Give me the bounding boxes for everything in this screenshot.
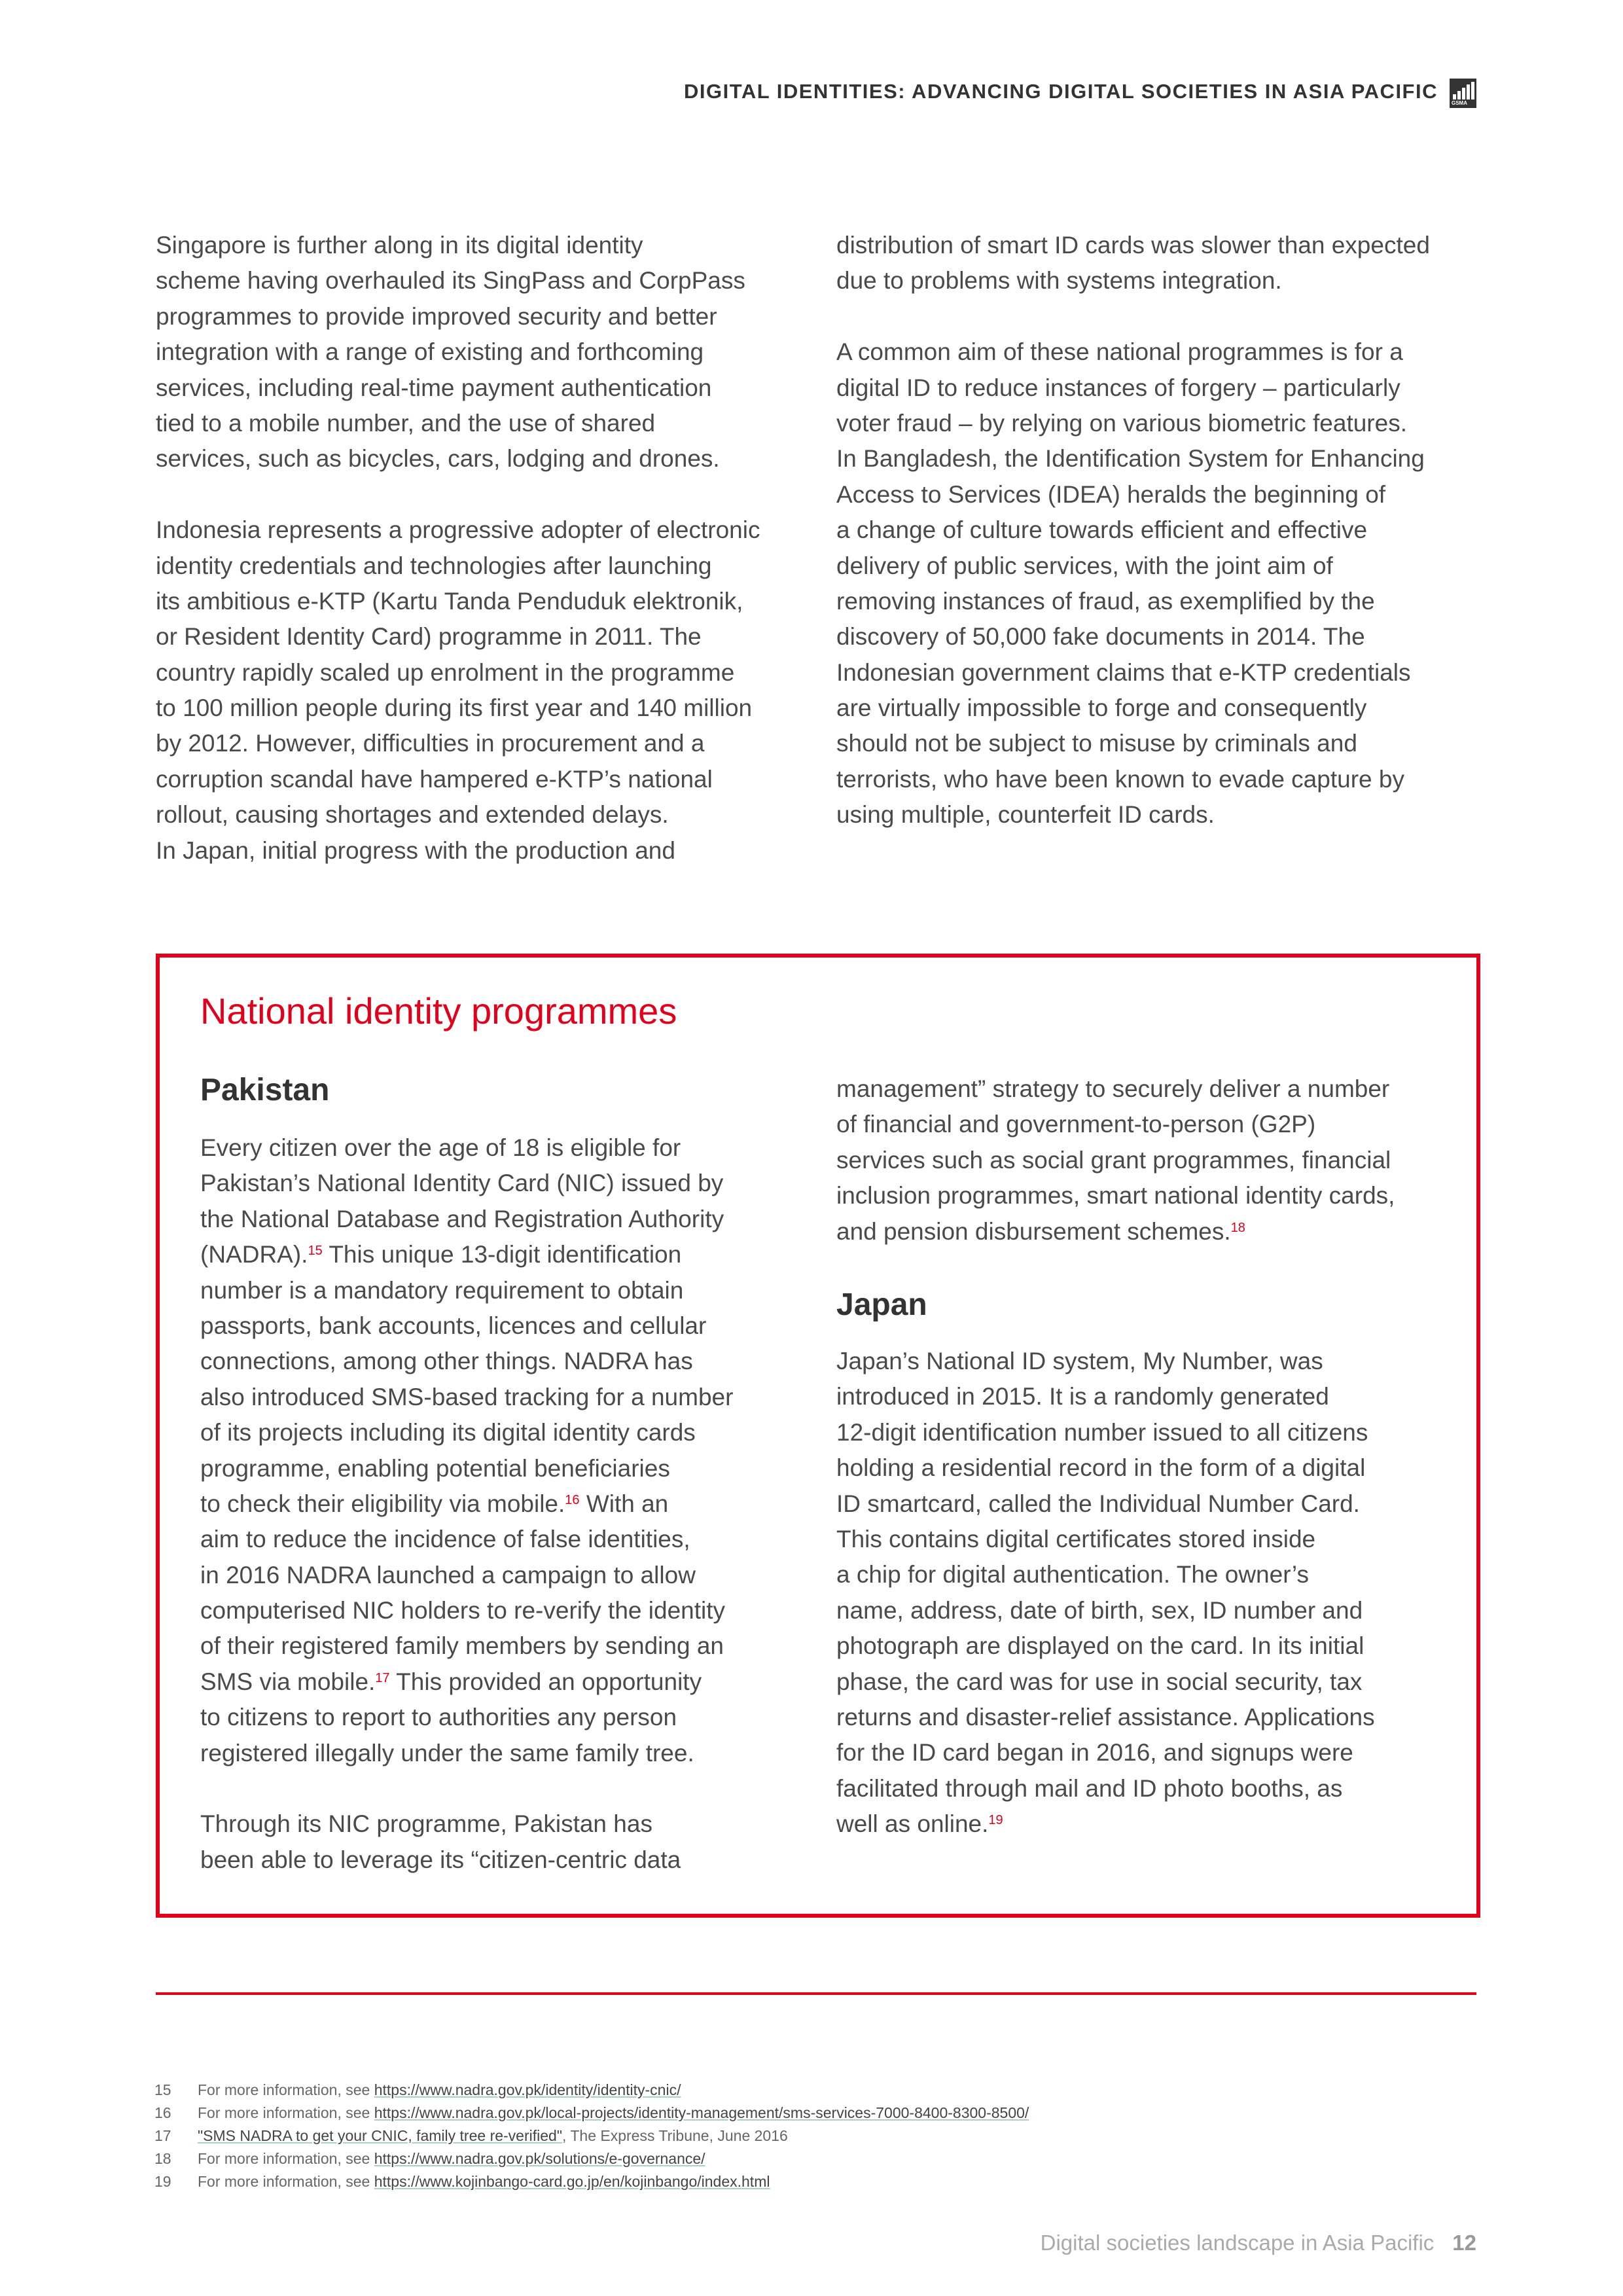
text-line: computerised NIC holders to re-verify the identity [200, 1597, 726, 1624]
footnote-link[interactable]: https://www.nadra.gov.pk/identity/identity-cnic/ [374, 2081, 681, 2098]
line-text: to check their eligibility via mobile. [200, 1490, 565, 1517]
text-line: in 2016 NADRA launched a campaign to allow [200, 1561, 696, 1588]
text-line: due to problems with systems integration. [836, 267, 1282, 295]
text-line: a chip for digital authentication. The owner’s [836, 1561, 1309, 1588]
text-line: programme, enabling potential beneficiaries [200, 1454, 670, 1482]
text-line: introduced in 2015. It is a randomly generated [836, 1383, 1329, 1410]
text-line: aim to reduce the incidence of false identities, [200, 1526, 690, 1553]
text-line: voter fraud – by relying on various biometric features. [836, 409, 1407, 437]
footnote-ref[interactable]: 19 [988, 1813, 1003, 1828]
text-line: are virtually impossible to forge and consequently [836, 694, 1367, 722]
text-line: tied to a mobile number, and the use of shared [156, 409, 656, 437]
text-line: using multiple, counterfeit ID cards. [836, 801, 1215, 829]
footnote-number: 16 [154, 2104, 171, 2121]
text-line: a change of culture towards efficient and effective [836, 516, 1368, 544]
footnote-link[interactable]: https://www.nadra.gov.pk/local-projects/identity-management/sms-services-7000-8400-8300-8500/ [374, 2104, 1029, 2121]
footnote-ref[interactable]: 17 [375, 1670, 390, 1685]
text-line: integration with a range of existing and forthcoming [156, 338, 704, 366]
text-line: returns and disaster-relief assistance. Applications [836, 1703, 1375, 1731]
text-line: Indonesian government claims that e-KTP credentials [836, 658, 1411, 686]
text-line: 12-digit identification number issued to all citizens [836, 1418, 1368, 1446]
footnote-number: 18 [154, 2150, 171, 2167]
footnote-link[interactable]: "SMS NADRA to get your CNIC, family tree re-verified" [198, 2127, 562, 2144]
text-line: scheme having overhauled its SingPass and CorpPass [156, 267, 745, 295]
footnote-ref[interactable]: 16 [565, 1492, 580, 1507]
line-text: With an [579, 1490, 669, 1517]
box-title: National identity programmes [200, 990, 677, 1031]
footnote-ref[interactable]: 15 [308, 1244, 323, 1259]
footnote [154, 2125, 1029, 2147]
text-line: connections, among other things. NADRA has [200, 1348, 693, 1375]
text-line: A common aim of these national programmes is for a [836, 338, 1403, 366]
line-text: and pension disbursement schemes. [836, 1217, 1231, 1245]
footnote-number: 19 [154, 2173, 171, 2190]
footnote-number: 17 [154, 2127, 171, 2144]
text-line: should not be subject to misuse by criminals and [836, 730, 1357, 757]
footer-section: Digital societies landscape in Asia Pacific [1040, 2231, 1435, 2255]
text-line: services, such as bicycles, cars, lodging and drones. [156, 445, 720, 473]
text-line: Access to Services (IDEA) heralds the beginning of [836, 480, 1386, 508]
footnotes [154, 2079, 1029, 2193]
text-line: been able to leverage its “citizen-centric data [200, 1846, 681, 1873]
text-line: identity credentials and technologies after launching [156, 552, 712, 579]
text-line: or Resident Identity Card) programme in 2011. The [156, 623, 702, 651]
text-line: facilitated through mail and ID photo booths, as [836, 1774, 1343, 1802]
line-text: well as online. [836, 1810, 989, 1838]
text-line: services such as social grant programmes, financial [836, 1146, 1391, 1174]
text-line: discovery of 50,000 fake documents in 2014. The [836, 623, 1365, 651]
pakistan-text-continued [836, 1071, 1395, 1249]
text-line: This contains digital certificates stored inside [836, 1525, 1316, 1552]
line-text: This provided an opportunity [389, 1668, 702, 1695]
text-line: country rapidly scaled up enrolment in the programme [156, 658, 735, 686]
text-line: registered illegally under the same family tree. [200, 1739, 694, 1767]
right-column-text [836, 228, 1430, 833]
footnote-link[interactable]: https://www.nadra.gov.pk/solutions/e-governance/ [374, 2150, 705, 2167]
text-line: distribution of smart ID cards was slower than expected [836, 232, 1430, 259]
text-line: ID smartcard, called the Individual Number Card. [836, 1490, 1360, 1517]
line-text: SMS via mobile. [200, 1668, 376, 1695]
text-line: delivery of public services, with the joint aim of [836, 552, 1333, 579]
footnote [154, 2170, 1029, 2193]
text-line: Indonesia represents a progressive adopter of electronic [156, 516, 760, 544]
text-line: In Bangladesh, the Identification System for Enhancing [836, 445, 1425, 473]
japan-text [836, 1344, 1375, 1842]
text-line: removing instances of fraud, as exemplified by the [836, 587, 1375, 615]
text-line [836, 1214, 1395, 1249]
text-line: terrorists, who have been known to evade capture by [836, 765, 1404, 793]
text-line [200, 1771, 733, 1806]
text-line: corruption scandal have hampered e-KTP’s national [156, 765, 713, 793]
text-line: Pakistan’s National Identity Card (NIC) issued by [200, 1170, 724, 1197]
line-text: (NADRA). [200, 1241, 308, 1268]
text-line: digital ID to reduce instances of forgery – particularly [836, 374, 1400, 401]
text-line: holding a residential record in the form of a digital [836, 1454, 1366, 1482]
footnote [154, 2079, 1029, 2102]
text-line: Japan’s National ID system, My Number, was [836, 1348, 1323, 1374]
footnote [154, 2147, 1029, 2170]
footnote-number: 15 [154, 2081, 171, 2098]
text-line: of financial and government-to-person (G2P) [836, 1111, 1316, 1138]
text-line [156, 477, 760, 512]
gsma-logo-icon [1450, 79, 1476, 108]
left-column-text [156, 228, 760, 869]
text-line: inclusion programmes, smart national identity cards, [836, 1182, 1395, 1210]
pakistan-text [200, 1130, 733, 1878]
footnote-link[interactable]: https://www.kojinbango-card.go.jp/en/kojinbango/index.html [374, 2173, 770, 2190]
footnote-text: For more information, see [198, 2173, 374, 2190]
text-line: Every citizen over the age of 18 is eligible for [200, 1134, 681, 1161]
text-line: its ambitious e-KTP (Kartu Tanda Penduduk elektronik, [156, 587, 743, 615]
text-line: for the ID card began in 2016, and signups were [836, 1739, 1353, 1767]
text-line [836, 299, 1430, 334]
pakistan-heading: Pakistan [200, 1073, 330, 1107]
text-line: phase, the card was for use in social security, tax [836, 1668, 1363, 1695]
line-text: This unique 13-digit identification [322, 1241, 682, 1268]
text-line [836, 1806, 1375, 1842]
page-number: 12 [1452, 2231, 1476, 2255]
text-line: also introduced SMS-based tracking for a number [200, 1383, 734, 1410]
footnote-text: , The Express Tribune, June 2016 [562, 2127, 788, 2144]
page-footer [1041, 2231, 1476, 2255]
text-line: Through its NIC programme, Pakistan has [200, 1810, 652, 1838]
footnote-ref[interactable]: 18 [1230, 1220, 1245, 1235]
text-line: programmes to provide improved security and better [156, 302, 717, 330]
text-line [200, 1664, 733, 1700]
text-line: number is a mandatory requirement to obtain [200, 1276, 684, 1304]
text-line: photograph are displayed on the card. In its initial [836, 1632, 1364, 1660]
text-line: to 100 million people during its first year and 140 million [156, 694, 753, 722]
text-line: Singapore is further along in its digital identity [156, 232, 643, 259]
footnote [154, 2102, 1029, 2125]
text-line: the National Database and Registration Authority [200, 1205, 724, 1232]
text-line: of its projects including its digital identity cards [200, 1419, 696, 1446]
text-line: In Japan, initial progress with the production and [156, 836, 675, 864]
footnote-text: For more information, see [198, 2150, 374, 2167]
text-line: rollout, causing shortages and extended delays. [156, 801, 669, 829]
text-line [200, 1237, 733, 1272]
japan-heading: Japan [836, 1287, 927, 1322]
text-line: management” strategy to securely deliver a number [836, 1075, 1390, 1102]
text-line: of their registered family members by sending an [200, 1632, 724, 1660]
footnote-text: For more information, see [198, 2081, 374, 2098]
footnote-text: For more information, see [198, 2104, 374, 2121]
text-line: passports, bank accounts, licences and cellular [200, 1312, 707, 1339]
text-line: services, including real-time payment authentication [156, 374, 712, 401]
running-header: DIGITAL IDENTITIES: ADVANCING DIGITAL SOCIETIES IN ASIA PACIFIC [684, 80, 1438, 103]
text-line: to citizens to report to authorities any person [200, 1704, 677, 1731]
text-line: name, address, date of birth, sex, ID number and [836, 1596, 1363, 1624]
text-line [200, 1486, 733, 1522]
footnote-divider [156, 1992, 1476, 1995]
logo-text: GSMA [1452, 100, 1467, 106]
text-line: by 2012. However, difficulties in procurement and a [156, 730, 705, 757]
